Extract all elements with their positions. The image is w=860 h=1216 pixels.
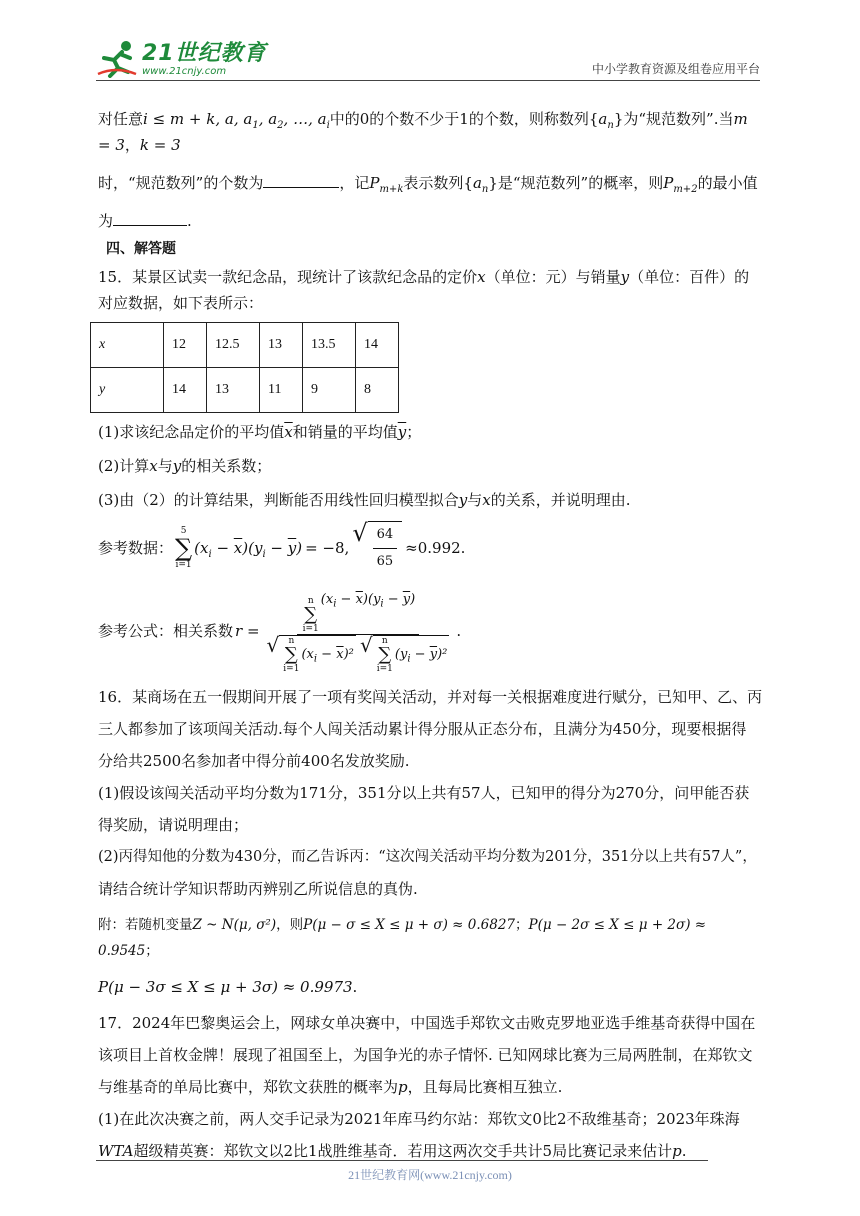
q14-line-2: 时，“规范数列”的个数为 ，记$P_{m+k}$表示数列$\{a_n\}$是“规范数列”的概率，则$P_{m+2}$的最小值 (98, 174, 758, 195)
table-cell: 11 (260, 368, 303, 413)
answer-blank-2[interactable] (113, 211, 187, 226)
q15-part-1: (1)求该纪念品定价的平均值$\overline{x}$和销量的平均值$\overline{y}$； (98, 423, 422, 441)
footer-divider (96, 1160, 708, 1161)
q16-intro-1: 16．某商场在五一假期间开展了一项有奖闯关活动，并对每一关根据难度进行赋分，已知甲、乙、丙 (98, 688, 763, 706)
table-cell: 13 (207, 368, 260, 413)
q16-intro-2: 三人都参加了该项闯关活动.每个人闯关活动累计得分服从正态分布，且满分为450分，现要根据得 (98, 720, 747, 738)
q15-intro-2: 对应数据，如下表所示： (98, 294, 264, 312)
table-cell: 13 (260, 323, 303, 368)
document-body (98, 100, 764, 1164)
q17-intro-1: 17．2024年巴黎奥运会上，网球女单决赛中，中国选手郑钦文击败克罗地亚选手维基奇获得中国在 (98, 1014, 756, 1032)
platform-name: 中小学教育资源及组卷应用平台 (591, 62, 760, 76)
table-cell: 12.5 (207, 323, 260, 368)
q16-appendix-line-2: P(μ − 3σ ≤ X ≤ μ + 3σ) ≈ 0.9973. (98, 978, 358, 996)
runner-logo-icon (96, 38, 140, 78)
q15-part-2: (2)计算x与y的相关系数； (98, 457, 272, 475)
q17-part-1-line-1: (1)在此次决赛之前，两人交手记录为2021年库马约尔站：郑钦文0比2不敌维基奇；2023年珠海 (98, 1110, 740, 1128)
table-cell: 13.5 (303, 323, 356, 368)
q16-part-2-line-1: (2)丙得知他的分数为430分，而乙告诉丙：“这次闯关活动平均分数为201分，351分以上共有57人”， (98, 849, 757, 865)
q16-appendix-line-1: 附：若随机变量Z ~ N(μ, σ²)，则P(μ − σ ≤ X ≤ μ + σ) ≈ 0.6827；P(μ − 2σ ≤ X ≤ μ + 2σ) ≈ 0.9545； (98, 917, 707, 959)
page-footer: 21世纪教育网(www.21cnjy.com) (348, 1168, 512, 1182)
logo-text: 21世纪教育 (142, 41, 267, 66)
q14-condition: i ≤ m + k, a, $a_1$, $a_2$, …, $a_i$ (143, 110, 330, 131)
summation-symbol: 5 ∑ i=1 (175, 526, 193, 570)
section-title: 四、解答题 (106, 241, 176, 257)
correlation-formula: n ∑ i=1 $(x_i - \overline{x})(y_i - \overline{y})$ √ n ∑ i=1 $(x_i - \overline{x})^2$ √ n ∑ i=1 $(y_i - \overline{y})^2$ (263, 587, 454, 674)
row-header-y: y (91, 368, 164, 413)
header-divider (96, 80, 760, 81)
table-cell: 14 (356, 323, 399, 368)
table-cell: 12 (164, 323, 207, 368)
q15-part-3: (3)由（2）的计算结果，判断能否用线性回归模型拟合y与x的关系，并说明理由. (98, 491, 631, 509)
data-table (90, 322, 399, 413)
q16-intro-3: 分给共2500名参加者中得分前400名发放奖励. (98, 752, 410, 770)
q16-part-1-line-1: (1)假设该闯关活动平均分数为171分，351分以上共有57人，已知甲的得分为270分，问甲能否获 (98, 784, 750, 802)
q15-intro: 15．某景区试卖一款纪念品，现统计了该款纪念品的定价x（单位：元）与销量y（单位：百件）的 (98, 268, 750, 286)
q17-part-1-line-2: WTA超级精英赛：郑钦文以2比1战胜维基奇．若用这两次交手共计5局比赛记录来估计p. (98, 1142, 687, 1160)
q16-part-2-line-2: 请结合统计学知识帮助丙辨别乙所说信息的真伪. (98, 880, 418, 898)
table-row (91, 323, 399, 368)
q17-intro-2: 该项目上首枚金牌！展现了祖国至上，为国争光的赤子情怀. 已知网球比赛为三局两胜制，在郑钦文 (98, 1046, 753, 1064)
sqrt-fraction: √ $\frac{64}{65}$ (352, 521, 402, 575)
row-header-x: x (91, 323, 164, 368)
table-cell: 8 (356, 368, 399, 413)
q14-line-1: 对任意i ≤ m + k, a, $a_1$, $a_2$, …, $a_i$中的0的个数不少于1的个数，则称数列$\{a_n\}$为“规范数列”.当m = 3，k = 3 (98, 110, 748, 154)
table-row (91, 368, 399, 413)
q16-part-1-line-2: 得奖励，请说明理由； (98, 816, 249, 834)
table-cell: 14 (164, 368, 207, 413)
page-header (96, 38, 760, 78)
reference-data: 参考数据： 5 ∑ i=1 $(x_i - \overline{x})(y_i - \overline{y})$ = −8, √ $\frac{64}{65}$ ≈0.992. (98, 521, 764, 575)
answer-blank-1[interactable] (263, 173, 339, 188)
reference-formula: 参考公式：相关系数 r = n ∑ i=1 $(x_i - \overline{x})(y_i - \overline{y})$ √ n ∑ i=1 $(x_i - \overline{x})^2$ √ n ∑ i=1 $(y_i - \overline{y})^2$ . (98, 587, 764, 674)
table-cell: 9 (303, 368, 356, 413)
logo-url: www.21cnjy.com (142, 66, 227, 77)
logo (96, 38, 267, 78)
q14-line-3: 为 . (98, 212, 192, 230)
q17-intro-3: 与维基奇的单局比赛中，郑钦文获胜的概率为p，且每局比赛相互独立. (98, 1078, 563, 1096)
